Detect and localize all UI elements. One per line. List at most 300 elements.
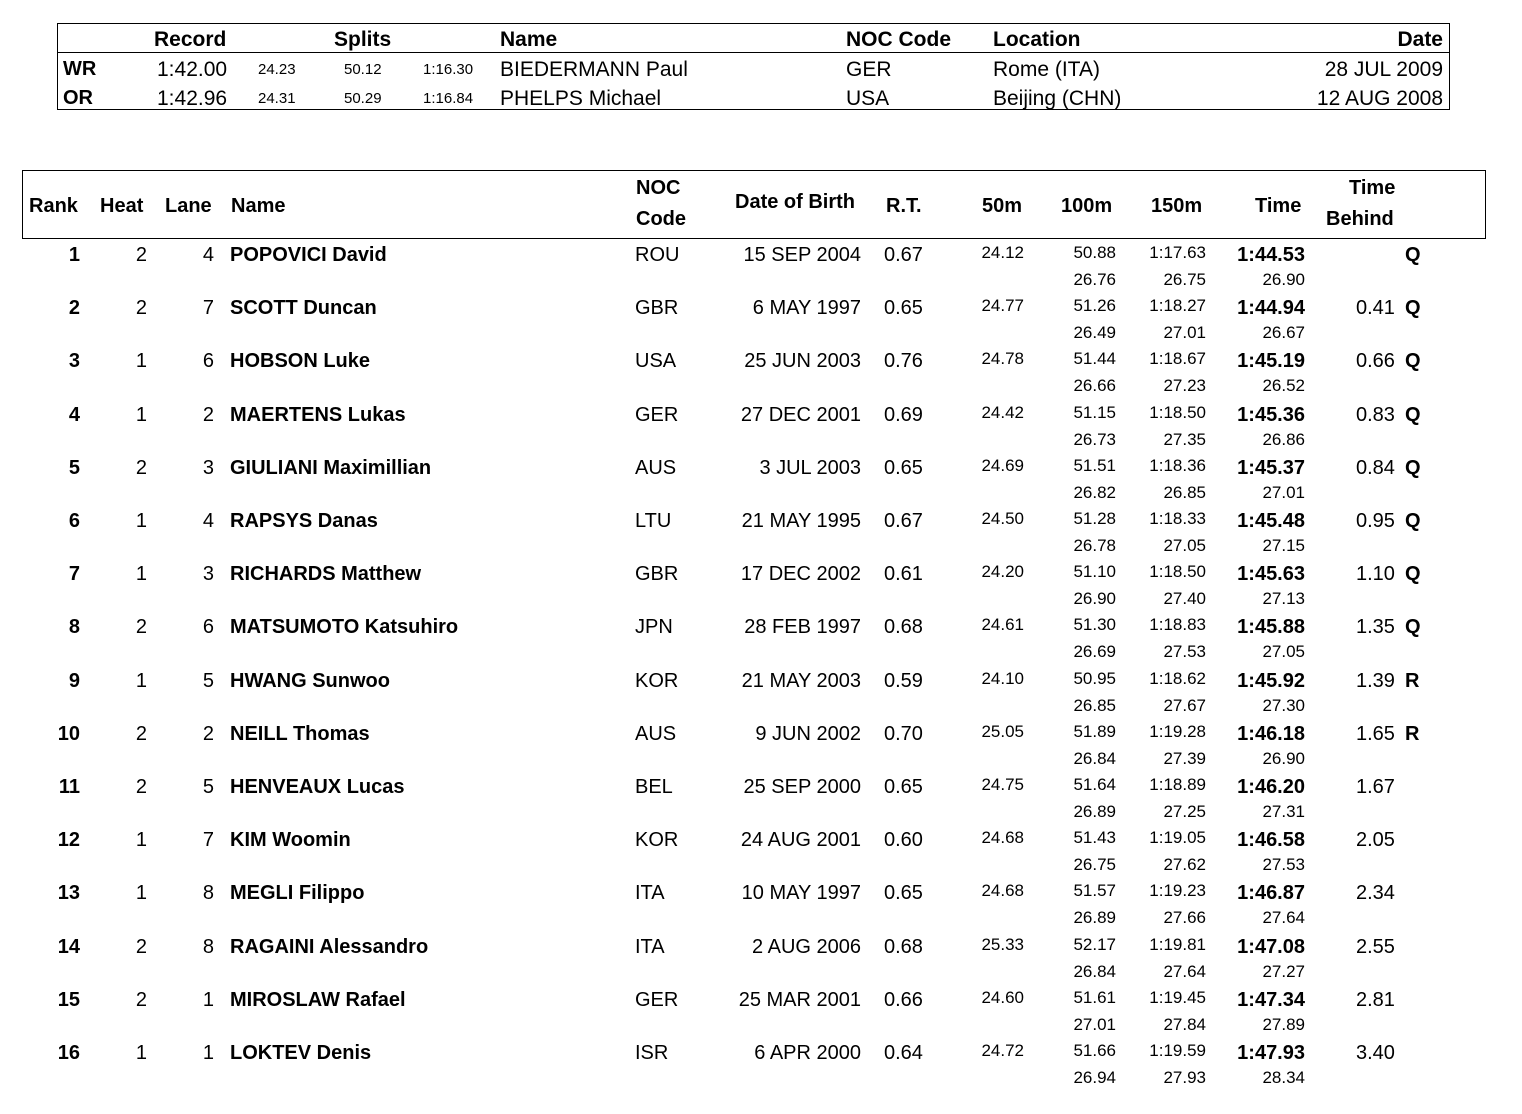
qualification-mark: Q: [1405, 244, 1421, 266]
lap-200m: 27.13: [1262, 589, 1305, 608]
split-100m: 51.10: [1073, 562, 1116, 581]
rank: 2: [68, 297, 80, 319]
split-50m: 24.12: [981, 243, 1024, 262]
date-of-birth: 17 DEC 2002: [740, 563, 861, 585]
split-150m: 1:18.83: [1149, 615, 1206, 634]
records-header-location: Location: [993, 28, 1081, 51]
date-of-birth: 2 AUG 2006: [752, 936, 861, 958]
final-time: 1:45.37: [1237, 457, 1305, 479]
noc-code: GBR: [635, 563, 679, 585]
result-row-8: [0, 612, 1522, 665]
noc-code: ITA: [635, 882, 665, 904]
col-header-50m: 50m: [982, 195, 1023, 217]
split-100m: 51.43: [1073, 828, 1116, 847]
lap-100m: 26.73: [1073, 430, 1116, 449]
noc-code: BEL: [635, 776, 673, 798]
time-behind: 1.10: [1356, 563, 1395, 585]
rank: 13: [57, 882, 80, 904]
reaction-time: 0.70: [884, 723, 923, 745]
athlete-name: MAERTENS Lukas: [230, 404, 406, 426]
qualification-mark: Q: [1405, 616, 1421, 638]
time-behind: 0.95: [1356, 510, 1395, 532]
split-150m: 1:18.67: [1149, 349, 1206, 368]
split-50m: 24.75: [981, 775, 1024, 794]
noc-code: AUS: [635, 457, 677, 479]
lane: 5: [202, 670, 214, 692]
col-header-name: Name: [231, 195, 286, 217]
time-behind: 3.40: [1356, 1042, 1395, 1064]
records-header-divider: [58, 52, 1449, 53]
lap-200m: 27.89: [1262, 1015, 1305, 1034]
lap-150m: 27.66: [1163, 908, 1206, 927]
record-date: 12 AUG 2008: [1316, 87, 1443, 110]
date-of-birth: 25 MAR 2001: [738, 989, 861, 1011]
athlete-name: MIROSLAW Rafael: [230, 989, 406, 1011]
noc-code: ROU: [635, 244, 680, 266]
lap-150m: 27.39: [1163, 749, 1206, 768]
result-row-1: [0, 240, 1522, 293]
reaction-time: 0.66: [884, 989, 923, 1011]
time-behind: 0.83: [1356, 404, 1395, 426]
split-100m: 51.89: [1073, 722, 1116, 741]
records-header-noc: NOC Code: [846, 28, 951, 51]
lane: 3: [202, 563, 214, 585]
split-150m: 1:18.50: [1149, 562, 1206, 581]
time-behind: 2.55: [1356, 936, 1395, 958]
athlete-name: HWANG Sunwoo: [230, 670, 390, 692]
lap-150m: 27.93: [1163, 1068, 1206, 1087]
noc-code: JPN: [635, 616, 673, 638]
lane: 1: [202, 989, 214, 1011]
records-table: [57, 23, 1450, 110]
date-of-birth: 24 AUG 2001: [740, 829, 861, 851]
split-50m: 24.68: [981, 828, 1024, 847]
col-header-time: Time: [1255, 195, 1302, 217]
qualification-mark: Q: [1405, 563, 1421, 585]
athlete-name: MATSUMOTO Katsuhiro: [230, 616, 459, 638]
final-time: 1:46.87: [1237, 882, 1305, 904]
split-50m: 24.50: [981, 509, 1024, 528]
record-split-100: 50.12: [344, 61, 382, 78]
final-time: 1:45.19: [1237, 350, 1305, 372]
final-time: 1:45.63: [1237, 563, 1305, 585]
qualification-mark: Q: [1405, 510, 1421, 532]
date-of-birth: 25 JUN 2003: [744, 350, 861, 372]
time-behind: 1.67: [1356, 776, 1395, 798]
heat: 1: [135, 563, 147, 585]
split-50m: 24.61: [981, 615, 1024, 634]
lap-150m: 27.01: [1163, 323, 1206, 342]
col-header-noc-line1: NOC: [636, 177, 681, 199]
lane: 5: [202, 776, 214, 798]
split-100m: 51.15: [1073, 403, 1116, 422]
date-of-birth: 27 DEC 2001: [740, 404, 861, 426]
split-50m: 24.72: [981, 1041, 1024, 1060]
lap-200m: 27.30: [1262, 696, 1305, 715]
split-150m: 1:19.81: [1149, 935, 1206, 954]
lap-150m: 27.25: [1163, 802, 1206, 821]
date-of-birth: 15 SEP 2004: [743, 244, 861, 266]
noc-code: GER: [635, 989, 679, 1011]
record-split-100: 50.29: [344, 90, 382, 107]
lap-100m: 26.69: [1073, 642, 1116, 661]
reaction-time: 0.65: [884, 776, 923, 798]
reaction-time: 0.67: [884, 244, 923, 266]
noc-code: AUS: [635, 723, 677, 745]
rank: 8: [68, 616, 80, 638]
lap-150m: 26.75: [1163, 270, 1206, 289]
lap-150m: 27.64: [1163, 962, 1206, 981]
rank: 10: [57, 723, 80, 745]
reaction-time: 0.67: [884, 510, 923, 532]
records-header-name: Name: [500, 28, 558, 51]
record-code: OR: [63, 87, 93, 109]
reaction-time: 0.59: [884, 670, 923, 692]
rank: 6: [68, 510, 80, 532]
date-of-birth: 10 MAY 1997: [741, 882, 861, 904]
split-150m: 1:17.63: [1149, 243, 1206, 262]
split-50m: 24.68: [981, 881, 1024, 900]
time-behind: 1.35: [1356, 616, 1395, 638]
final-time: 1:44.94: [1237, 297, 1305, 319]
final-time: 1:47.93: [1237, 1042, 1305, 1064]
heat: 1: [135, 1042, 147, 1064]
record-date: 28 JUL 2009: [1324, 58, 1443, 81]
heat: 1: [135, 510, 147, 532]
col-header-rank: Rank: [29, 195, 78, 217]
result-row-10: [0, 719, 1522, 772]
reaction-time: 0.68: [884, 616, 923, 638]
athlete-name: HOBSON Luke: [230, 350, 371, 372]
lap-100m: 26.49: [1073, 323, 1116, 342]
record-location: Beijing (CHN): [993, 87, 1122, 110]
final-time: 1:45.48: [1237, 510, 1305, 532]
lap-150m: 27.62: [1163, 855, 1206, 874]
lap-200m: 28.34: [1262, 1068, 1305, 1087]
lap-100m: 26.82: [1073, 483, 1116, 502]
athlete-name: NEILL Thomas: [230, 723, 370, 745]
noc-code: ITA: [635, 936, 665, 958]
split-50m: 24.78: [981, 349, 1024, 368]
rank: 15: [57, 989, 80, 1011]
lap-100m: 26.84: [1073, 749, 1116, 768]
result-row-15: [0, 985, 1522, 1038]
split-100m: 52.17: [1073, 935, 1116, 954]
heat: 1: [135, 882, 147, 904]
rank: 16: [57, 1042, 80, 1064]
athlete-name: MEGLI Filippo: [230, 882, 365, 904]
lane: 6: [202, 616, 214, 638]
time-behind: 0.84: [1356, 457, 1395, 479]
rank: 14: [57, 936, 80, 958]
qualification-mark: R: [1405, 670, 1420, 692]
record-noc: USA: [846, 87, 890, 110]
lap-100m: 26.90: [1073, 589, 1116, 608]
lap-200m: 27.31: [1262, 802, 1305, 821]
reaction-time: 0.69: [884, 404, 923, 426]
qualification-mark: Q: [1405, 404, 1421, 426]
split-100m: 51.44: [1073, 349, 1116, 368]
lap-150m: 27.23: [1163, 376, 1206, 395]
reaction-time: 0.65: [884, 882, 923, 904]
split-150m: 1:19.05: [1149, 828, 1206, 847]
final-time: 1:46.20: [1237, 776, 1305, 798]
split-150m: 1:18.62: [1149, 669, 1206, 688]
col-header-noc-line2: Code: [636, 208, 686, 230]
lap-150m: 27.84: [1163, 1015, 1206, 1034]
records-header-splits: Splits: [334, 28, 392, 51]
final-time: 1:44.53: [1237, 244, 1305, 266]
noc-code: KOR: [635, 829, 679, 851]
final-time: 1:46.58: [1237, 829, 1305, 851]
final-time: 1:45.36: [1237, 404, 1305, 426]
athlete-name: RAPSYS Danas: [230, 510, 378, 532]
lap-150m: 27.67: [1163, 696, 1206, 715]
split-150m: 1:19.45: [1149, 988, 1206, 1007]
result-row-13: [0, 878, 1522, 931]
lap-150m: 26.85: [1163, 483, 1206, 502]
record-split-150: 1:16.84: [423, 90, 474, 107]
lap-100m: 26.76: [1073, 270, 1116, 289]
split-50m: 24.77: [981, 296, 1024, 315]
athlete-name: SCOTT Duncan: [230, 297, 377, 319]
heat: 2: [135, 457, 147, 479]
result-row-7: [0, 559, 1522, 612]
reaction-time: 0.61: [884, 563, 923, 585]
lap-100m: 27.01: [1073, 1015, 1116, 1034]
rank: 7: [68, 563, 80, 585]
heat: 2: [135, 936, 147, 958]
col-header-time-behind-line2: Behind: [1326, 208, 1394, 230]
lap-100m: 26.89: [1073, 802, 1116, 821]
lap-150m: 27.35: [1163, 430, 1206, 449]
split-100m: 51.51: [1073, 456, 1116, 475]
rank: 12: [57, 829, 80, 851]
athlete-name: GIULIANI Maximillian: [230, 457, 432, 479]
date-of-birth: 6 APR 2000: [754, 1042, 861, 1064]
lap-200m: 27.05: [1262, 642, 1305, 661]
lap-200m: 27.15: [1262, 536, 1305, 555]
date-of-birth: 3 JUL 2003: [759, 457, 861, 479]
lap-200m: 27.27: [1262, 962, 1305, 981]
split-150m: 1:18.36: [1149, 456, 1206, 475]
lap-150m: 27.40: [1163, 589, 1206, 608]
athlete-name: LOKTEV Denis: [230, 1042, 372, 1064]
col-header-lane: Lane: [165, 195, 212, 217]
split-150m: 1:18.33: [1149, 509, 1206, 528]
col-header-rt: R.T.: [886, 195, 922, 217]
final-time: 1:45.92: [1237, 670, 1305, 692]
records-header-record: Record: [154, 28, 227, 51]
lap-200m: 26.52: [1262, 376, 1305, 395]
noc-code: USA: [635, 350, 677, 372]
lap-100m: 26.89: [1073, 908, 1116, 927]
record-time: 1:42.96: [157, 87, 228, 110]
record-split-50: 24.31: [258, 90, 296, 107]
reaction-time: 0.65: [884, 457, 923, 479]
reaction-time: 0.65: [884, 297, 923, 319]
results-header: [22, 170, 1486, 239]
rank: 9: [68, 670, 80, 692]
heat: 1: [135, 404, 147, 426]
result-row-14: [0, 932, 1522, 985]
time-behind: 2.34: [1356, 882, 1395, 904]
noc-code: GER: [635, 404, 679, 426]
record-holder-name: PHELPS Michael: [500, 87, 662, 110]
lane: 4: [202, 510, 214, 532]
lane: 7: [202, 297, 214, 319]
lap-100m: 26.84: [1073, 962, 1116, 981]
result-row-12: [0, 825, 1522, 878]
heat: 1: [135, 670, 147, 692]
record-split-150: 1:16.30: [423, 61, 474, 78]
split-50m: 24.10: [981, 669, 1024, 688]
split-50m: 24.69: [981, 456, 1024, 475]
col-header-100m: 100m: [1061, 195, 1113, 217]
split-100m: 51.66: [1073, 1041, 1116, 1060]
result-row-11: [0, 772, 1522, 825]
col-header-150m: 150m: [1151, 195, 1203, 217]
date-of-birth: 9 JUN 2002: [755, 723, 861, 745]
lane: 2: [202, 723, 214, 745]
records-header-date: Date: [1397, 28, 1443, 51]
lap-200m: 26.86: [1262, 430, 1305, 449]
record-time: 1:42.00: [157, 58, 228, 81]
lane: 8: [202, 936, 214, 958]
lane: 1: [202, 1042, 214, 1064]
record-holder-name: BIEDERMANN Paul: [500, 58, 688, 81]
split-50m: 24.60: [981, 988, 1024, 1007]
lap-200m: 27.01: [1262, 483, 1305, 502]
heat: 2: [135, 244, 147, 266]
lap-200m: 27.64: [1262, 908, 1305, 927]
split-100m: 51.64: [1073, 775, 1116, 794]
split-100m: 51.26: [1073, 296, 1116, 315]
col-header-heat: Heat: [100, 195, 144, 217]
result-row-9: [0, 666, 1522, 719]
split-150m: 1:18.50: [1149, 403, 1206, 422]
lap-200m: 27.53: [1262, 855, 1305, 874]
split-150m: 1:18.89: [1149, 775, 1206, 794]
reaction-time: 0.60: [884, 829, 923, 851]
lap-100m: 26.85: [1073, 696, 1116, 715]
lane: 6: [202, 350, 214, 372]
qualification-mark: Q: [1405, 297, 1421, 319]
col-header-dob: Date of Birth: [735, 191, 855, 213]
final-time: 1:45.88: [1237, 616, 1305, 638]
lane: 3: [202, 457, 214, 479]
lap-150m: 27.53: [1163, 642, 1206, 661]
heat: 1: [135, 350, 147, 372]
split-50m: 25.05: [981, 722, 1024, 741]
heat: 2: [135, 723, 147, 745]
lane: 2: [202, 404, 214, 426]
lap-100m: 26.66: [1073, 376, 1116, 395]
split-100m: 51.28: [1073, 509, 1116, 528]
athlete-name: KIM Woomin: [230, 829, 351, 851]
noc-code: GBR: [635, 297, 679, 319]
date-of-birth: 28 FEB 1997: [744, 616, 861, 638]
athlete-name: HENVEAUX Lucas: [230, 776, 405, 798]
rank: 5: [68, 457, 80, 479]
split-100m: 51.30: [1073, 615, 1116, 634]
split-50m: 25.33: [981, 935, 1024, 954]
lane: 7: [202, 829, 214, 851]
noc-code: ISR: [635, 1042, 669, 1064]
lap-150m: 27.05: [1163, 536, 1206, 555]
heat: 2: [135, 989, 147, 1011]
rank: 11: [58, 776, 80, 798]
time-behind: 1.65: [1356, 723, 1395, 745]
lap-100m: 26.94: [1073, 1068, 1116, 1087]
heat: 2: [135, 297, 147, 319]
heat: 2: [135, 776, 147, 798]
time-behind: 0.66: [1356, 350, 1395, 372]
lap-200m: 26.90: [1262, 749, 1305, 768]
reaction-time: 0.64: [884, 1042, 923, 1064]
final-time: 1:47.34: [1237, 989, 1305, 1011]
final-time: 1:47.08: [1237, 936, 1305, 958]
qualification-mark: R: [1405, 723, 1420, 745]
lane: 4: [202, 244, 214, 266]
final-time: 1:46.18: [1237, 723, 1305, 745]
result-row-16: [0, 1038, 1522, 1091]
heat: 2: [135, 616, 147, 638]
result-row-6: [0, 506, 1522, 559]
athlete-name: POPOVICI David: [230, 244, 387, 266]
col-header-time-behind-line1: Time: [1349, 177, 1396, 199]
date-of-birth: 6 MAY 1997: [752, 297, 861, 319]
result-row-5: [0, 453, 1522, 506]
lap-200m: 26.90: [1262, 270, 1305, 289]
time-behind: 2.81: [1356, 989, 1395, 1011]
split-150m: 1:19.59: [1149, 1041, 1206, 1060]
split-50m: 24.42: [981, 403, 1024, 422]
split-100m: 50.95: [1073, 669, 1116, 688]
rank: 3: [68, 350, 80, 372]
record-location: Rome (ITA): [993, 58, 1100, 81]
split-100m: 50.88: [1073, 243, 1116, 262]
athlete-name: RAGAINI Alessandro: [230, 936, 429, 958]
lap-200m: 26.67: [1262, 323, 1305, 342]
lap-100m: 26.75: [1073, 855, 1116, 874]
qualification-mark: Q: [1405, 457, 1421, 479]
lap-100m: 26.78: [1073, 536, 1116, 555]
time-behind: 2.05: [1356, 829, 1395, 851]
record-code: WR: [63, 58, 97, 80]
result-row-3: [0, 346, 1522, 399]
split-150m: 1:18.27: [1149, 296, 1206, 315]
qualification-mark: Q: [1405, 350, 1421, 372]
time-behind: 1.39: [1356, 670, 1395, 692]
lane: 8: [202, 882, 214, 904]
date-of-birth: 25 SEP 2000: [743, 776, 861, 798]
split-50m: 24.20: [981, 562, 1024, 581]
split-150m: 1:19.23: [1149, 881, 1206, 900]
reaction-time: 0.68: [884, 936, 923, 958]
rank: 1: [68, 244, 80, 266]
result-row-2: [0, 293, 1522, 346]
rank: 4: [68, 404, 80, 426]
record-split-50: 24.23: [258, 61, 296, 78]
time-behind: 0.41: [1356, 297, 1395, 319]
reaction-time: 0.76: [884, 350, 923, 372]
result-row-4: [0, 400, 1522, 453]
date-of-birth: 21 MAY 1995: [741, 510, 861, 532]
split-100m: 51.61: [1073, 988, 1116, 1007]
split-100m: 51.57: [1073, 881, 1116, 900]
heat: 1: [135, 829, 147, 851]
